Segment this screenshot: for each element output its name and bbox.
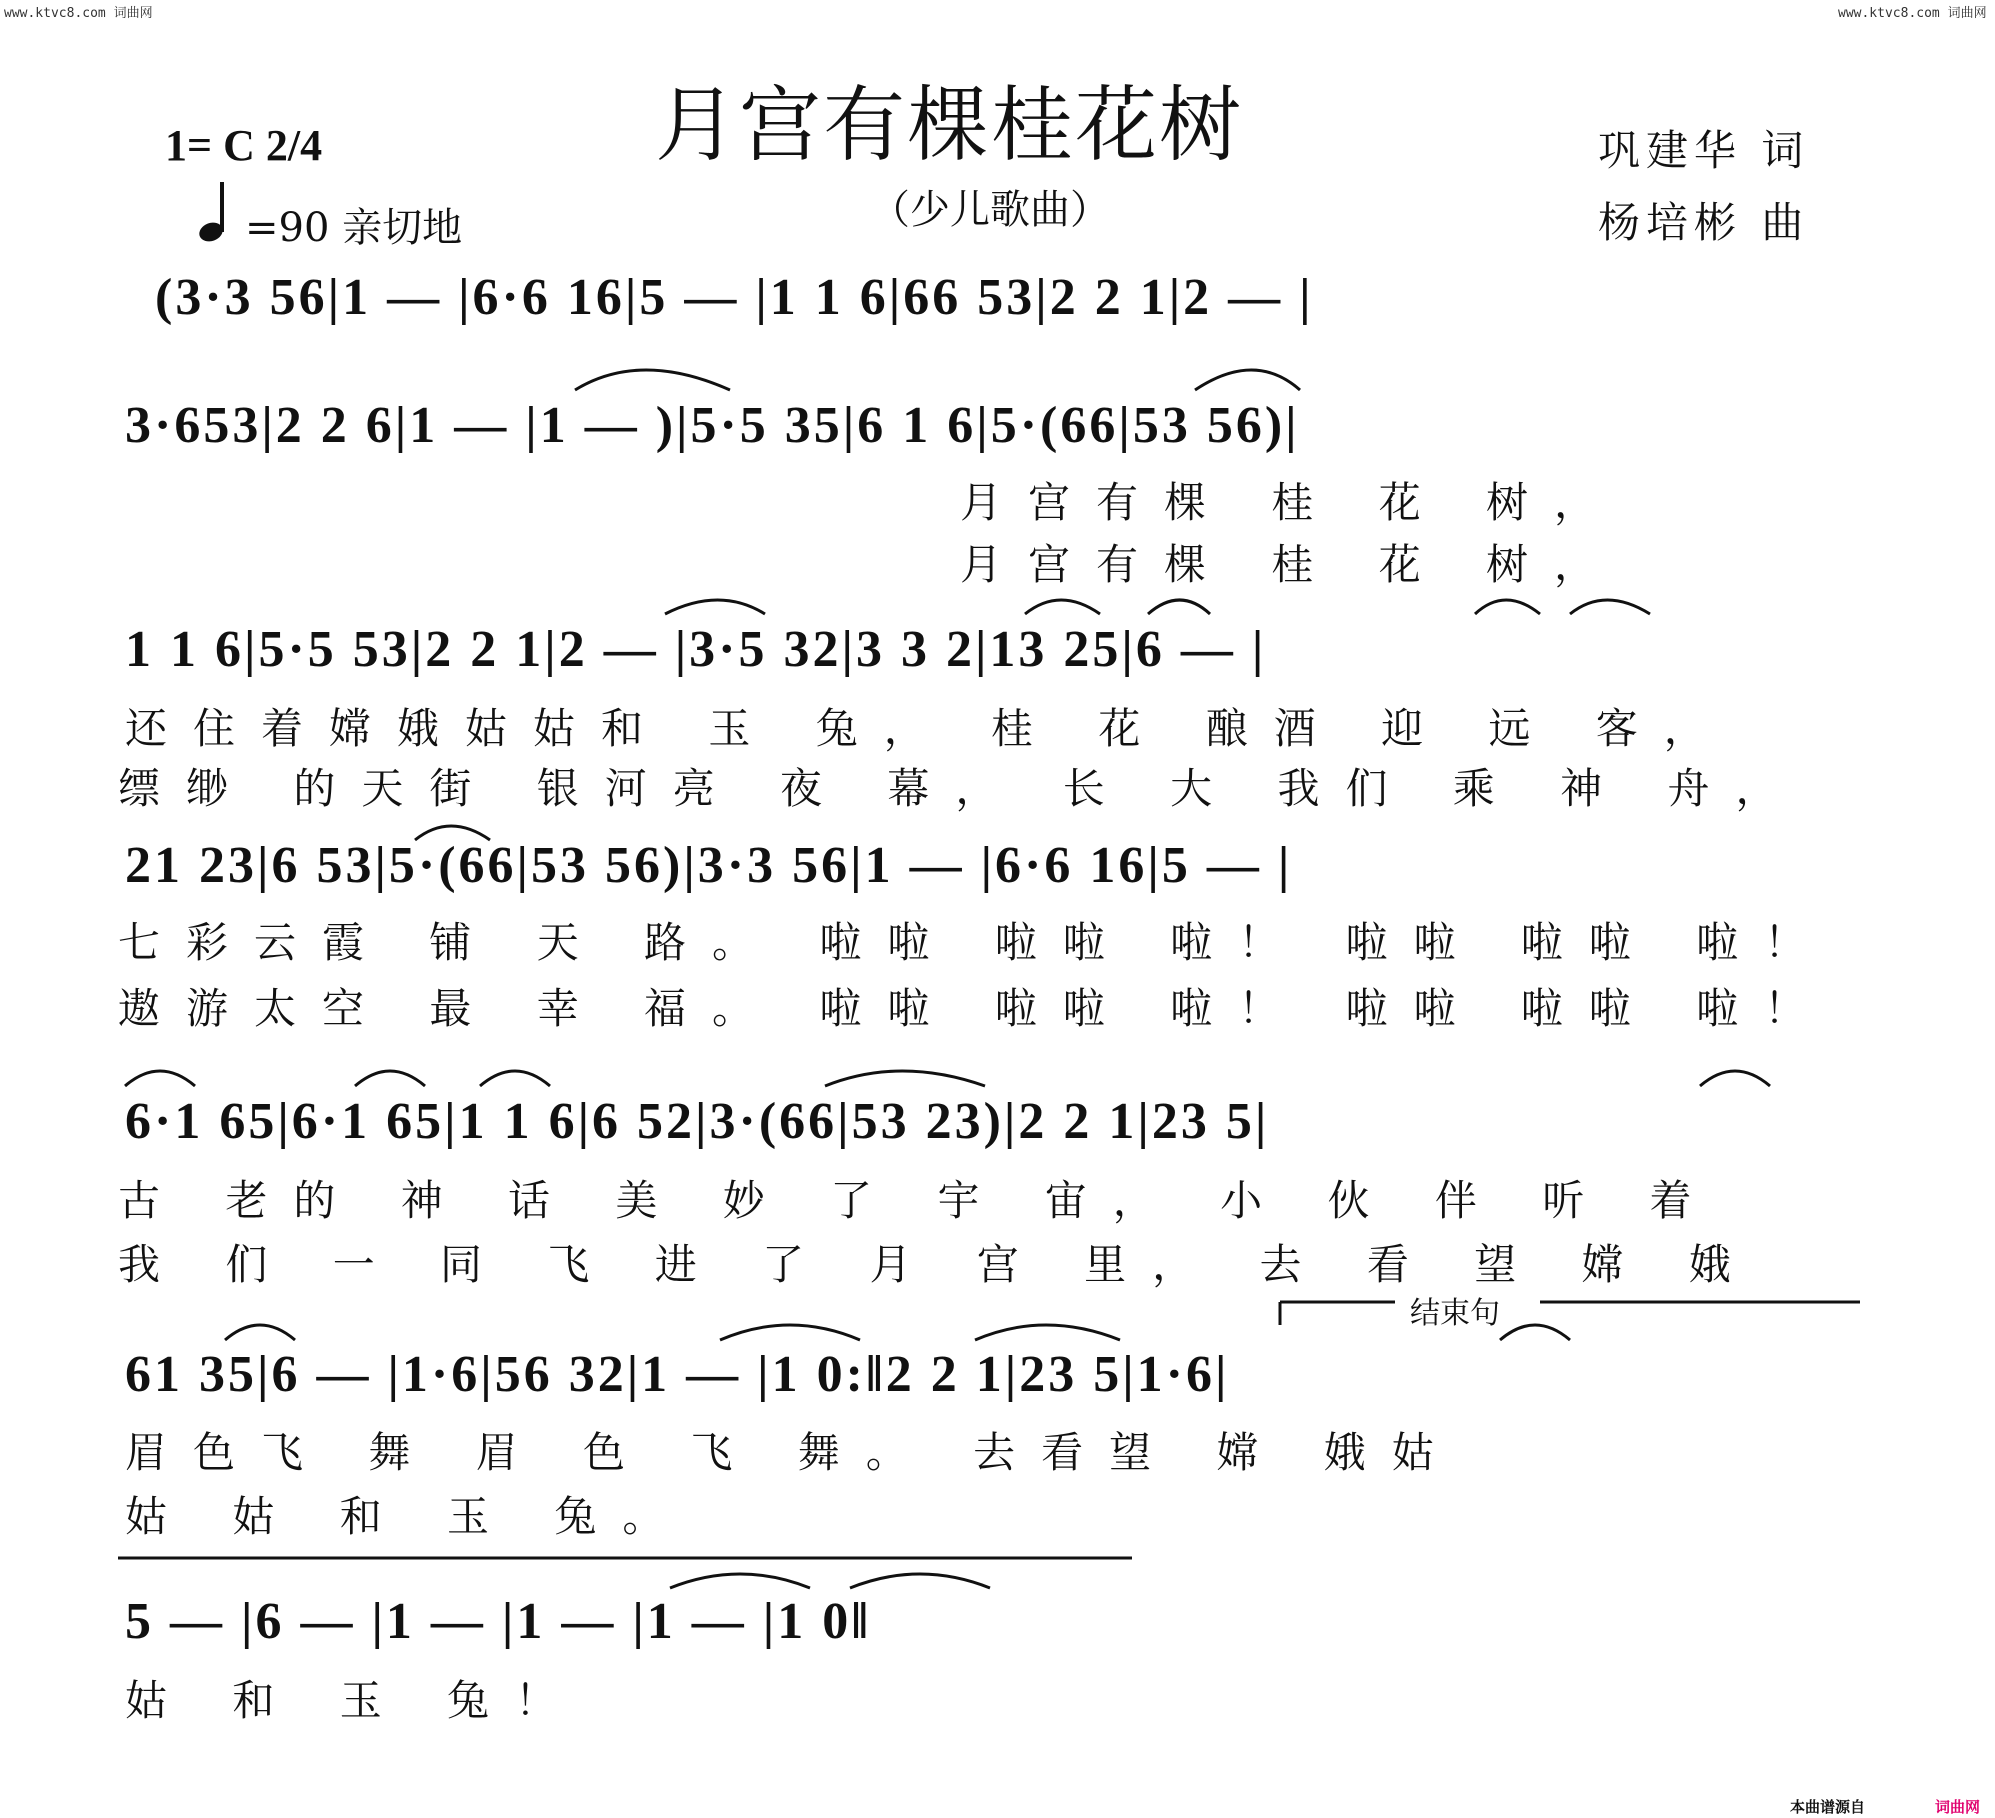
score-line-2-lyric-1: 月宫有棵 桂 花 树， — [960, 478, 1623, 527]
ending-phrase-label: 结束句 — [1410, 1296, 1500, 1331]
score-line-6-lyric-1: 眉色飞 舞 眉 色 飞 舞。 去看望 嫦 娥姑 — [125, 1428, 1460, 1477]
score-line-4-lyric-1: 七彩云霞 铺 天 路。 啦啦 啦啦 啦！ 啦啦 啦啦 啦！ — [118, 918, 1833, 967]
score-line-3-notes: 1 1 6|5·5 53|2 2 1|2 — |3·5 32|3 3 2|13 25|6 — | — [125, 621, 1267, 678]
score-line-6-lyric-2: 姑 姑 和 玉 兔。 — [125, 1492, 691, 1541]
tempo-marking: =90 亲切地 — [245, 205, 463, 251]
watermark-right: www.ktvc8.com 词曲网 — [1838, 6, 1987, 21]
lyricist-credit: 巩建华 词 — [1598, 126, 1810, 175]
song-title: 月宫有棵桂花树 — [655, 78, 1244, 173]
footer-brand-link[interactable]: 词曲网 — [1935, 1798, 1981, 1816]
quarter-note-icon — [198, 180, 232, 244]
score-line-5-notes: 6·1 65|6·1 65|1 1 6|6 52|3·(66|53 23)|2 2 1|23 5| — [125, 1093, 1270, 1150]
score-line-4-lyric-2: 遨游太空 最 幸 福。 啦啦 啦啦 啦！ 啦啦 啦啦 啦！ — [118, 984, 1833, 1033]
score-line-2-lyric-2: 月宫有棵 桂 花 树， — [960, 540, 1623, 589]
key-signature: 1= C 2/4 — [165, 121, 323, 170]
score-line-1-notes: (3·3 56|1 — |6·6 16|5 — |1 1 6|66 53|2 2 1|2 — | — [155, 269, 1314, 326]
score-line-5-lyric-1: 古 老的 神 话 美 妙 了 宇 宙， 小 伙 伴 听 着 — [118, 1176, 1718, 1225]
score-line-7-lyric-1: 姑 和 玉 兔！ — [125, 1676, 584, 1725]
score-line-2-notes: 3·653|2 2 6|1 — |1 — )|5·5 35|6 1 6|5·(66|53 56)| — [125, 397, 1300, 454]
score-line-3-lyric-1: 还住着嫦娥姑姑和 玉 兔， 桂 花 酿酒 迎 远 客， — [125, 704, 1732, 753]
score-line-4-notes: 21 23|6 53|5·(66|53 56)|3·3 56|1 — |6·6 16|5 — | — [125, 837, 1293, 894]
score-line-3-lyric-2: 缥缈 的天街 银河亮 夜 幕， 长 大 我们 乘 神 舟， — [118, 764, 1804, 813]
score-line-5-lyric-2: 我 们 一 同 飞 进 了 月 宫 里， 去 看 望 嫦 娥 — [118, 1240, 1757, 1289]
composer-credit: 杨培彬 曲 — [1598, 198, 1810, 247]
song-subtitle: （少儿歌曲） — [870, 187, 1110, 233]
footer-source-text: 本曲谱源自 — [1790, 1798, 1866, 1816]
score-line-6-notes: 61 35|6 — |1·6|56 32|1 — |1 0:‖2 2 1|23 5|1·6| — [125, 1346, 1230, 1403]
watermark-left: www.ktvc8.com 词曲网 — [4, 6, 153, 21]
score-line-7-notes: 5 — |6 — |1 — |1 — |1 — |1 0‖ — [125, 1593, 872, 1650]
